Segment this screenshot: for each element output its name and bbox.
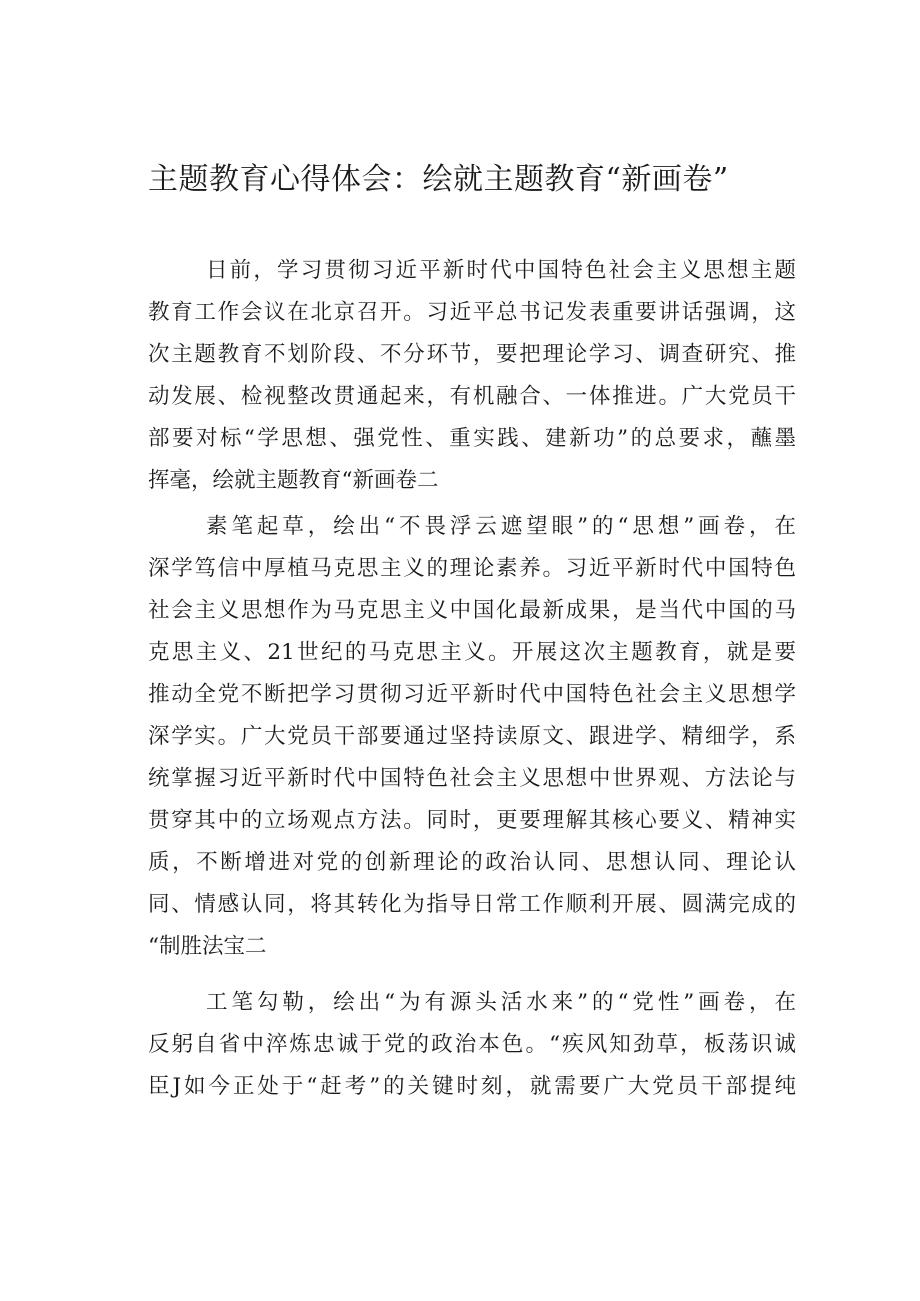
paragraph-line: 日前，学习贯彻习近平新时代中国特色社会主义思想主题: [206, 258, 796, 283]
paragraph-line: 推动全党不断把学习贯彻习近平新时代中国特色社会主义思想学: [148, 682, 796, 707]
paragraph-1: [148, 250, 796, 502]
paragraph-line: 克思主义、21世纪的马克思主义。开展这次主题教育，就是要: [148, 640, 796, 665]
paragraph-line: 同、情感认同，将其转化为指导日常工作顺利开展、圆满完成的: [148, 892, 796, 917]
paragraph-line: 素笔起草，绘出“不畏浮云遮望眼”的“思想”画卷，在: [206, 514, 796, 539]
paragraph-line: 次主题教育不划阶段、不分环节，要把理论学习、调查研究、推: [148, 342, 796, 367]
paragraph-line: 部要对标“学思想、强党性、重实践、建新功”的总要求，蘸墨: [148, 426, 796, 451]
paragraph-line: 贯穿其中的立场观点方法。同时，更要理解其核心要义、精神实: [148, 808, 796, 833]
paragraph-line: 统掌握习近平新时代中国特色社会主义思想中世界观、方法论与: [148, 766, 796, 791]
paragraph-line: 反躬自省中淬炼忠诚于党的政治本色。“疾风知劲草，板荡识诚: [148, 1032, 796, 1057]
paragraph-line: 深学笃信中厚植马克思主义的理论素养。习近平新时代中国特色: [148, 556, 796, 581]
paragraph-line: 工笔勾勒，绘出“为有源头活水来”的“党性”画卷，在: [206, 990, 796, 1015]
paragraph-line: 臣J如今正处于“赶考”的关键时刻，就需要广大党员干部提纯: [148, 1074, 796, 1099]
document-title: 主题教育心得体会：绘就主题教育“新画卷”: [148, 162, 729, 197]
paragraph-line: 动发展、检视整改贯通起来，有机融合、一体推进。广大党员干: [148, 384, 796, 409]
paragraph-line: “制胜法宝二: [148, 934, 267, 959]
paragraph-line: 教育工作会议在北京召开。习近平总书记发表重要讲话强调，这: [148, 300, 796, 325]
paragraph-2: [148, 506, 796, 968]
paragraph-3: [148, 982, 796, 1108]
paragraph-line: 质，不断增进对党的创新理论的政治认同、思想认同、理论认: [148, 850, 796, 875]
paragraph-line: 深学实。广大党员干部要通过坚持读原文、跟进学、精细学，系: [148, 724, 796, 749]
paragraph-line: 社会主义思想作为马克思主义中国化最新成果，是当代中国的马: [148, 598, 796, 623]
paragraph-line: 挥毫，绘就主题教育“新画卷二: [148, 468, 439, 493]
